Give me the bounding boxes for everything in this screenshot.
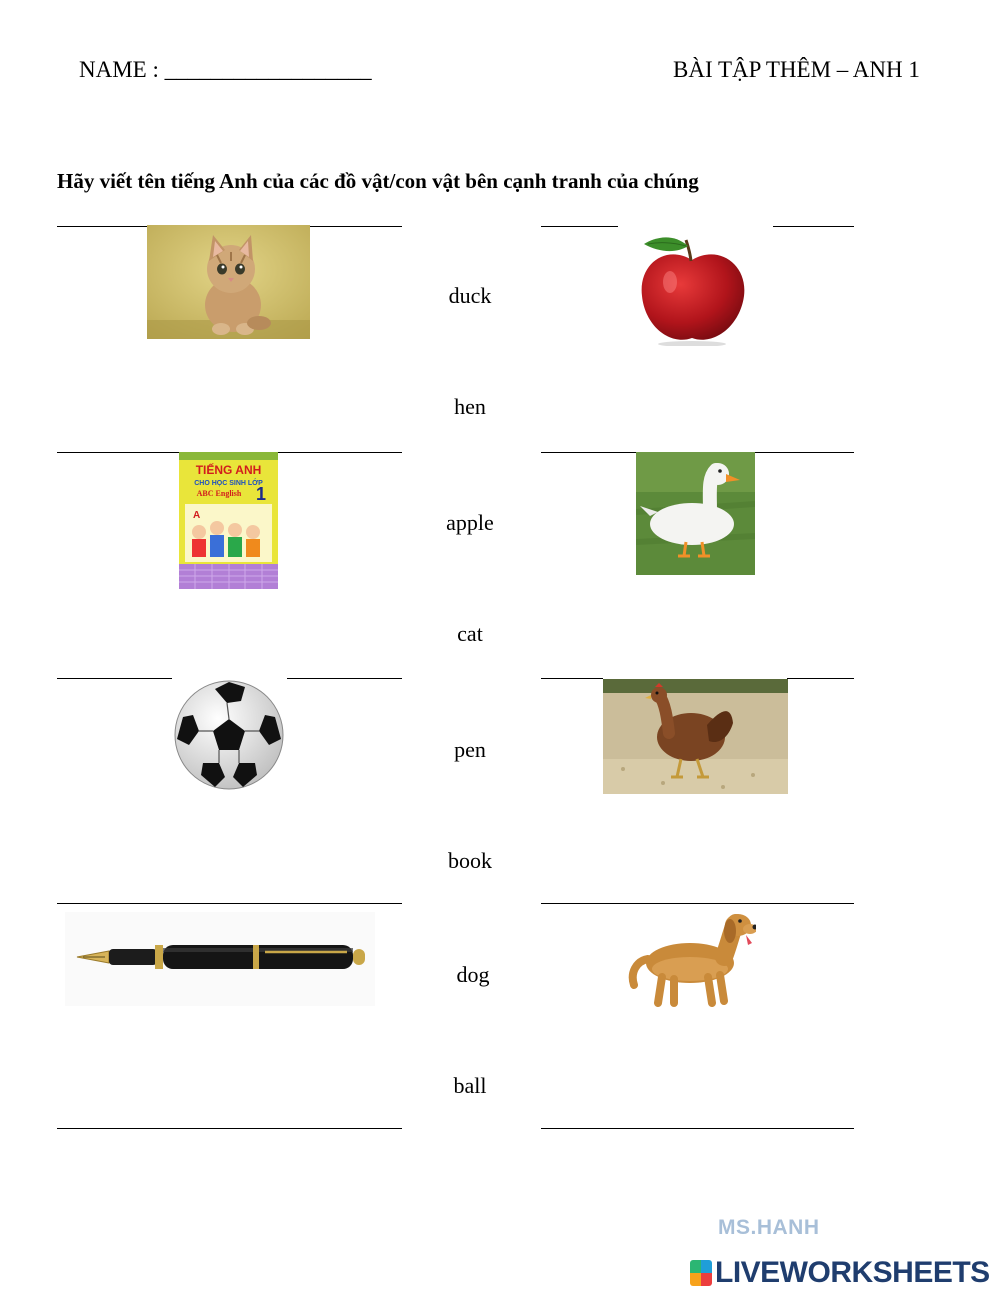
answer-line[interactable] — [755, 452, 854, 453]
author-name: MS.HANH — [718, 1216, 820, 1239]
dog-icon — [628, 907, 756, 1007]
book-icon — [179, 452, 278, 589]
answer-line[interactable] — [541, 678, 603, 679]
word-dog[interactable]: dog — [456, 962, 490, 987]
word-apple[interactable]: apple — [446, 510, 494, 535]
book-series: ABC English — [196, 489, 242, 498]
word-ball[interactable]: ball — [453, 1073, 487, 1098]
word-pen[interactable]: pen — [454, 737, 486, 762]
ball-icon — [173, 679, 285, 791]
brand-name: LIVEWORKSHEETS — [715, 1256, 990, 1289]
answer-line[interactable] — [57, 452, 179, 453]
svg-text:A: A — [193, 510, 201, 521]
answer-line[interactable] — [57, 903, 402, 904]
liveworksheets-logo[interactable] — [690, 1256, 990, 1290]
book-number: 1 — [255, 484, 267, 504]
answer-line[interactable] — [278, 452, 402, 453]
answer-line[interactable] — [773, 226, 854, 227]
book-subtitle: CHO HỌC SINH LỚP — [194, 480, 263, 487]
cat-icon — [147, 225, 310, 339]
word-duck[interactable]: duck — [448, 283, 492, 308]
book-title: TIẾNG ANH — [195, 463, 262, 477]
answer-line[interactable] — [287, 678, 402, 679]
answer-line[interactable] — [310, 226, 402, 227]
answer-line[interactable] — [57, 226, 147, 227]
word-hen[interactable]: hen — [454, 394, 486, 419]
pen-icon — [65, 912, 375, 1006]
answer-line[interactable] — [57, 1128, 402, 1129]
word-book[interactable]: book — [448, 848, 492, 873]
liveworksheets-badge-icon — [690, 1260, 712, 1286]
instruction: Hãy viết tên tiếng Anh của các đồ vật/con vật bên cạnh tranh của chúng — [57, 169, 699, 193]
answer-line[interactable] — [787, 678, 854, 679]
answer-line[interactable] — [541, 452, 636, 453]
answer-line[interactable] — [541, 903, 854, 904]
answer-line[interactable] — [57, 678, 172, 679]
hen-icon — [603, 679, 788, 794]
answer-line[interactable] — [541, 226, 618, 227]
duck-icon — [636, 452, 755, 575]
answer-line[interactable] — [541, 1128, 854, 1129]
apple-icon — [636, 234, 748, 346]
word-cat[interactable]: cat — [457, 621, 483, 646]
worksheet-title: BÀI TẬP THÊM – ANH 1 — [673, 57, 920, 82]
name-label: NAME : __________________ — [79, 57, 372, 82]
